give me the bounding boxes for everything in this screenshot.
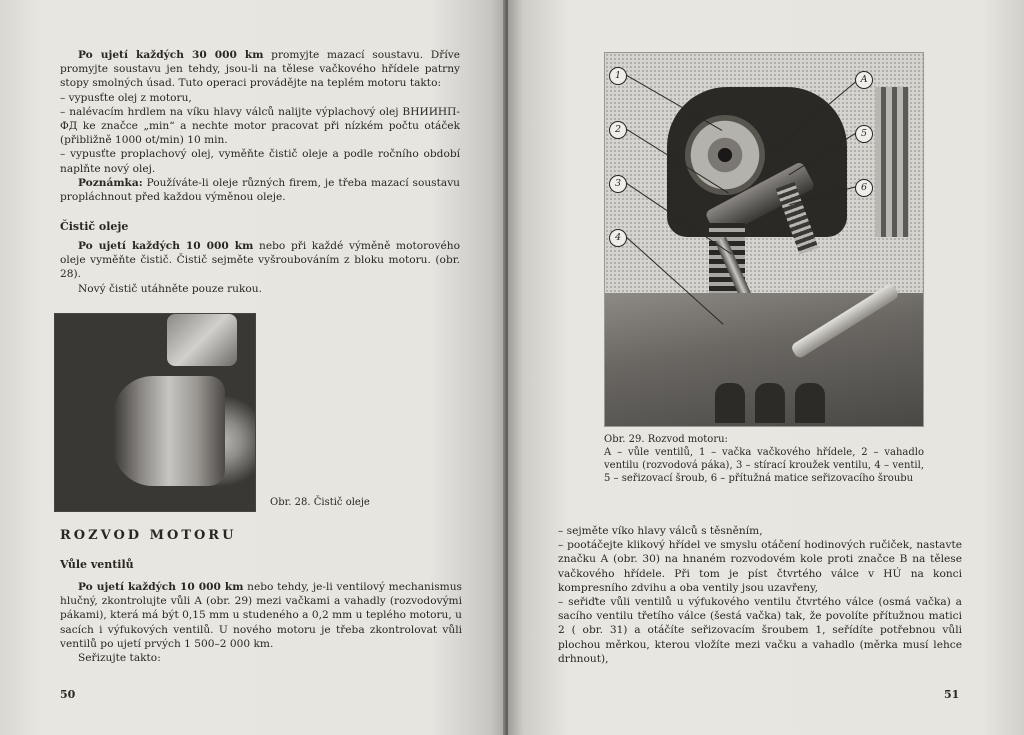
valve-train-figure bbox=[604, 52, 924, 427]
step-2: – nalévacím hrdlem na víku hlavy válců nalijte výplachový olej ВНИИНП-ФД ke značce „min“ a nechte motor pracovat při nízkém počtu otáček (přibližně 1000 ot/min) 10 min. bbox=[60, 105, 460, 147]
paragraph-valve-check: Po ujetí každých 10 000 km nebo tehdy, je-li ventilový mechanismus hlučný, zkontrolujte vůli A (obr. 29) mezi vačkami a vahadly (rozvodovými pákami), která má být 0,15 mm u studeného a 0,2 mm u teplého motoru, u sacích i výfukových ventilů. U nového motoru je třeba zkontrolovat vůli ventilů po ujetí prvých 1 500–2 000 km. bbox=[60, 581, 462, 650]
fig29-caption: Obr. 29. Rozvod motoru: bbox=[604, 434, 728, 445]
right-page bbox=[508, 0, 1024, 735]
camshaft-cam bbox=[685, 115, 765, 195]
paragraph-filter: Po ujetí každých 10 000 km nebo při každé výměně motorového oleje vyměňte čistič. Čistič sejměte vyšroubováním z bloku motoru. (obr. 28). bbox=[60, 240, 460, 281]
fig29-caption-block bbox=[604, 433, 924, 485]
fig28-caption: Obr. 28. Čistič oleje bbox=[270, 497, 370, 508]
step-1: – vypusťte olej z motoru, bbox=[60, 91, 192, 104]
paragraph-flush: Po ujetí každých 30 000 km promyjte mazací soustavu. Dříve promyjte soustavu jen tehdy, jsou-li na tělese vačkového hřídele patrny stopy smolných úsad. Tuto operaci provádějte na teplém motoru takto: bbox=[60, 49, 460, 90]
callout-1: 1 bbox=[609, 67, 627, 85]
fig29-legend: A – vůle ventilů, 1 – vačka vačkového hřídele, 2 – vahadlo ventilu (rozvodová páka), 3 – stírací kroužek ventilu, 4 – ventil, 5 – seřizovací šroub, 6 – přítužná matice seřizovacího šroubu bbox=[604, 447, 924, 484]
callout-4: 4 bbox=[609, 229, 627, 247]
text-block-valves bbox=[60, 580, 462, 665]
paragraph-hand-tighten: Nový čistič utáhněte pouze rukou. bbox=[78, 282, 262, 295]
heading-oil-filter: Čistič oleje bbox=[60, 220, 129, 233]
step-3: – vypusťte proplachový olej, vyměňte čistič oleje a podle ročního období naplňte nový olej. bbox=[60, 148, 460, 175]
callout-3: 3 bbox=[609, 175, 627, 193]
oil-filter-photo bbox=[54, 313, 256, 512]
callout-a: A bbox=[855, 71, 873, 89]
step-adjust-clearance: – seřiďte vůli ventilů u výfukového ventilu čtvrtého válce (osmá vačka) a sacího ventilu třetího válce (šestá vačka) tak, že povolíte přítužnou matici 2 ( obr. 31) a otáčíte seřizovacím šroubem 1, seřídíte potřebnou vůli plochou měrkou, kterou vložíte mezi vačku a vahadlo (měrka musí lehce drhnout), bbox=[558, 596, 962, 665]
callout-6: 6 bbox=[855, 179, 873, 197]
note: Poznámka: Používáte-li oleje různých firem, je třeba mazací soustavu propláchnout před každou výměnou oleje. bbox=[60, 176, 460, 204]
callout-2: 2 bbox=[609, 121, 627, 139]
callout-5: 5 bbox=[855, 125, 873, 143]
left-page bbox=[0, 0, 506, 735]
text-block-steps bbox=[558, 524, 962, 666]
subheading-valve-clearance: Vůle ventilů bbox=[60, 558, 134, 571]
section-title: ROZVOD MOTORU bbox=[60, 528, 237, 543]
step-rotate-crankshaft: – pootáčejte klikový hřídel ve smyslu otáčení hodinových ručiček, nastavte značku A (obr. 30) na hnaném rozvodovém kole proti značce B na tělese vačkového hřídele. Při tom je píst čtvrtého válce v HÚ na konci kompresního zdvihu a oba ventily jsou uzavřeny, bbox=[558, 539, 962, 594]
paragraph-adjust: Seřizujte takto: bbox=[78, 652, 161, 665]
text-block-filter bbox=[60, 239, 460, 296]
page-number-right: 51 bbox=[944, 688, 960, 701]
step-remove-cover: – sejměte víko hlavy válců s těsněním, bbox=[558, 525, 763, 537]
page-number-left: 50 bbox=[60, 688, 76, 701]
text-block-top bbox=[60, 48, 460, 204]
